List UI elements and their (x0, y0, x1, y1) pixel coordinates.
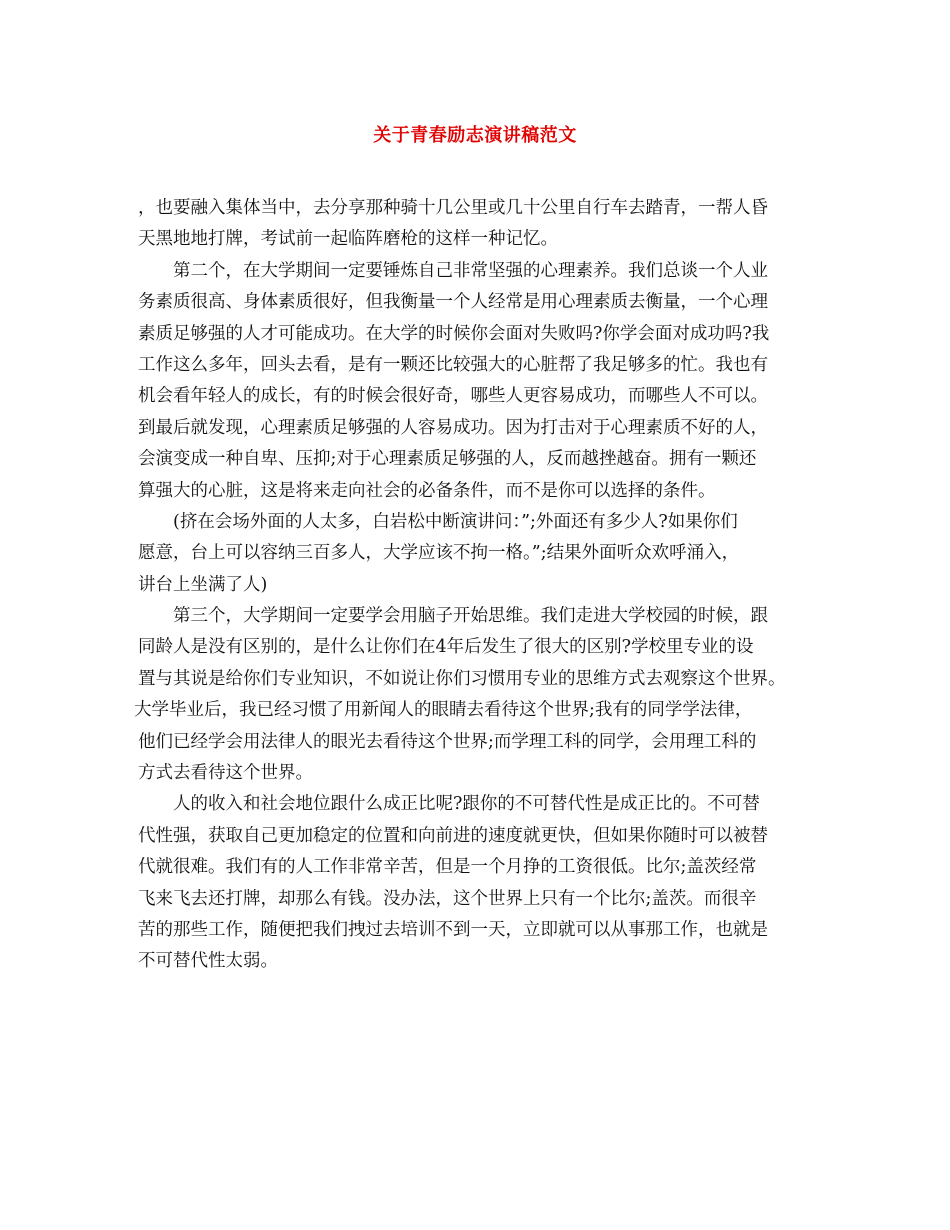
text-line: (挤在会场外面的人太多，白岩松中断演讲问：”;外面还有多少人?如果你们 (173, 511, 738, 532)
text-line: 会演变成一种自卑、压抑;对于心理素质足够强的人，反而越挫越奋。拥有一颗还 (138, 449, 757, 470)
text-line: 代就很难。我们有的人工作非常辛苦，但是一个月挣的工资很低。比尔;盖茨经常 (138, 857, 757, 878)
text-line: 大学毕业后，我已经习惯了用新闻人的眼睛去看待这个世界;我有的同学学法律， (134, 700, 753, 721)
text-line: 人的收入和社会地位跟什么成正比呢?跟你的不可替代性是成正比的。不可替 (173, 794, 760, 815)
text-line: 苦的那些工作，随便把我们拽过去培训不到一天，立即就可以从事那工作，也就是 (138, 919, 768, 940)
text-line: 飞来飞去还打牌，却那么有钱。没办法，这个世界上只有一个比尔;盖茨。而很辛 (138, 888, 757, 909)
text-line: 第二个，在大学期间一定要锤炼自己非常坚强的心理素养。我们总谈一个人业 (173, 260, 768, 281)
text-line: 不可替代性太弱。 (138, 951, 278, 972)
text-line: 工作这么多年，回头去看，是有一颗还比较强大的心脏帮了我足够多的忙。我也有 (138, 354, 768, 375)
text-line: 同龄人是没有区别的，是什么让你们在4年后发生了很大的区别?学校里专业的设 (138, 637, 754, 658)
text-line: 算强大的心脏，这是将来走向社会的必备条件，而不是你可以选择的条件。 (138, 480, 716, 501)
document-title: 关于青春励志演讲稿范文 (373, 125, 577, 146)
text-line: ，也要融入集体当中，去分享那种骑十几公里或几十公里自行车去踏青，一帮人昏 (138, 198, 768, 218)
text-line: 方式去看待这个世界。 (138, 763, 313, 784)
text-line: 讲台上坐满了人) (138, 574, 268, 595)
text-line: 第三个，大学期间一定要学会用脑子开始思维。我们走进大学校园的时候，跟 (173, 606, 768, 627)
text-line: 到最后就发现，心理素质足够强的人容易成功。因为打击对于心理素质不好的人， (138, 417, 768, 438)
text-line: 他们已经学会用法律人的眼光去看待这个世界;而学理工科的同学，会用理工科的 (138, 731, 757, 752)
text-line: 素质足够强的人才可能成功。在大学的时候你会面对失败吗?你学会面对成功吗?我 (138, 323, 770, 344)
text-line: 天黑地地打牌，考试前一起临阵磨枪的这样一种记忆。 (138, 229, 558, 250)
text-line: 机会看年轻人的成长，有的时候会很好奇，哪些人更容易成功，而哪些人不可以。 (138, 386, 768, 407)
text-line: 务素质很高、身体素质很好，但我衡量一个人经常是用心理素质去衡量，一个心理 (138, 292, 768, 313)
text-line: 代性强，获取自己更加稳定的位置和向前进的速度就更快，但如果你随时可以被替 (138, 825, 768, 846)
text-line: 愿意，台上可以容纳三百多人，大学应该不拘一格。”;结果外面听众欢呼涌入， (138, 543, 740, 564)
text-line: 置与其说是给你们专业知识，不如说让你们习惯用专业的思维方式去观察这个世界。 (138, 668, 786, 689)
document-body (134, 193, 818, 978)
